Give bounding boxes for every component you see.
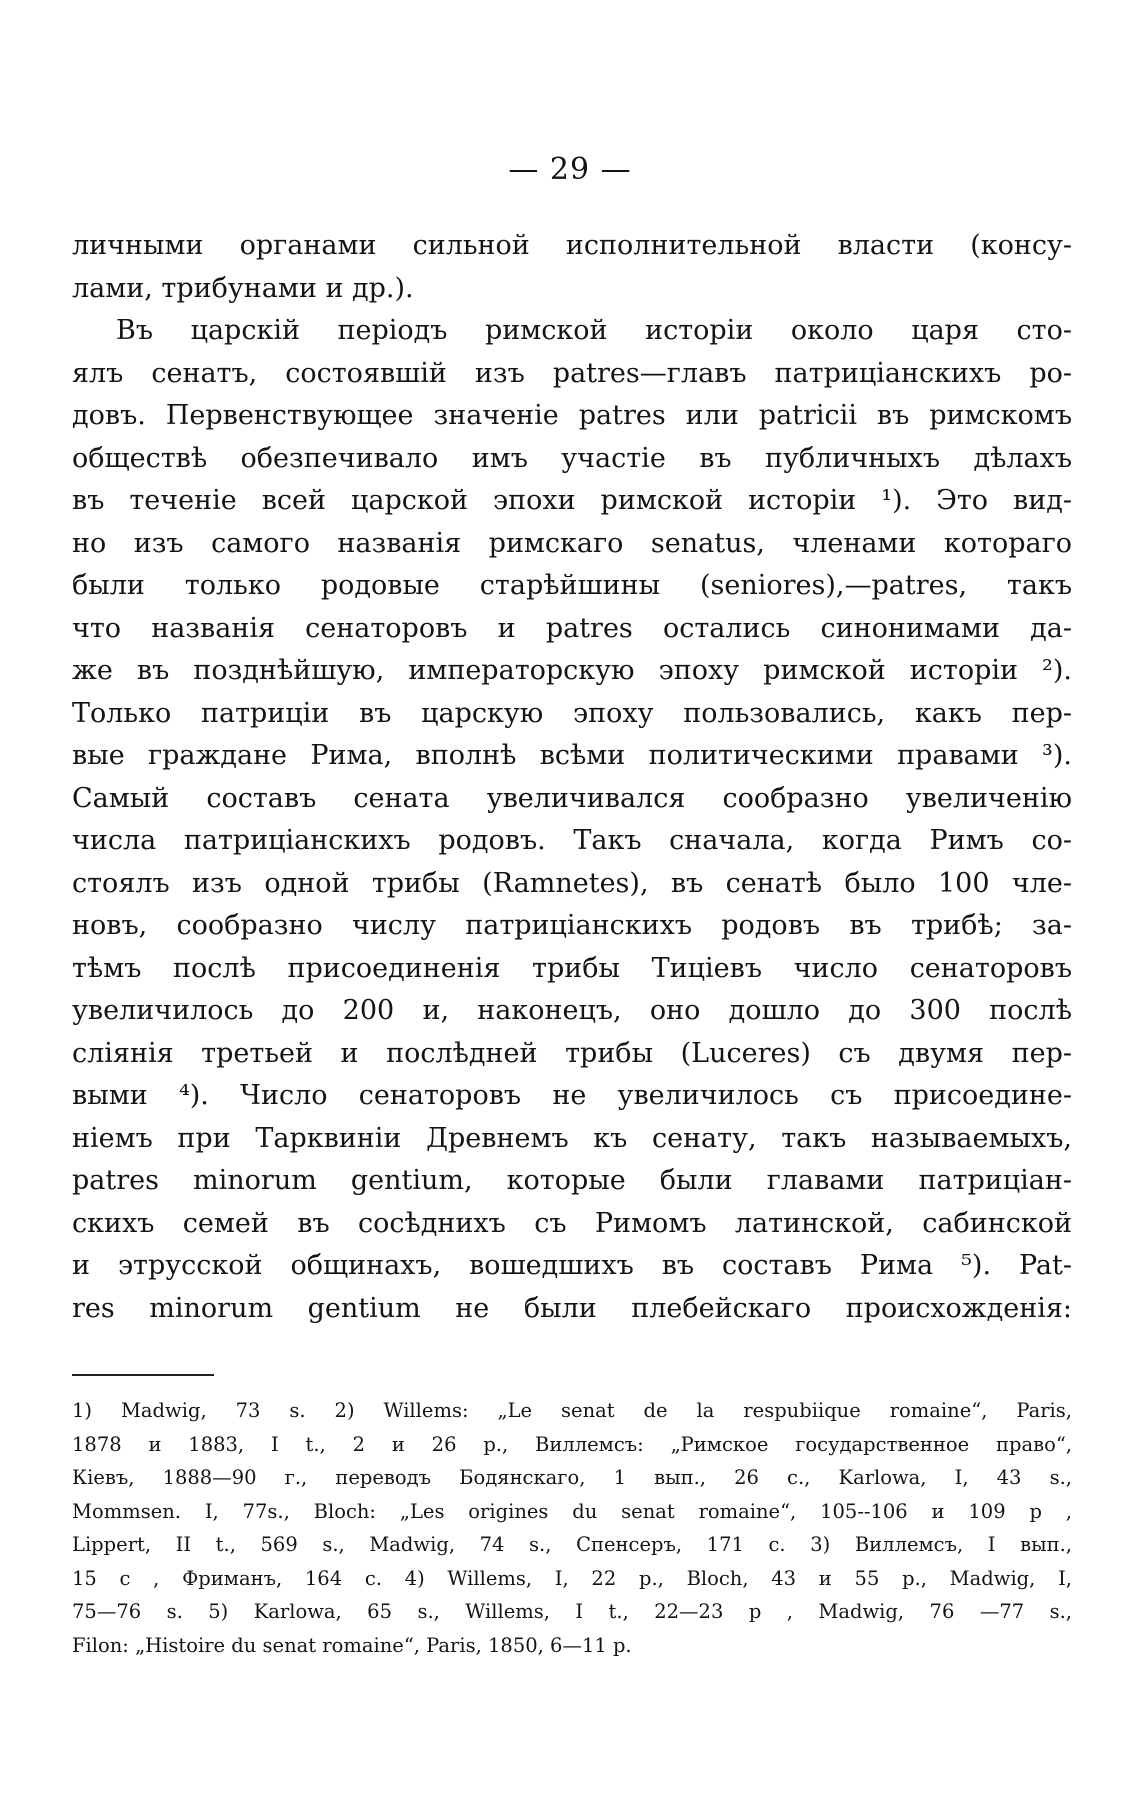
page-number: — 29 — — [508, 152, 632, 187]
text-line: Только патриціи въ царскую эпоху пользовались, какъ пер- — [72, 697, 1072, 729]
footnote-line: 75—76 s. 5) Karlowa, 65 s., Willems, I t., 22—23 p , Madwig, 76 —77 s., — [72, 1600, 1072, 1623]
text-line: личными органами сильной исполнительной власти (консу- — [72, 230, 1072, 261]
text-line: въ теченіе всей царской эпохи римской исторіи ¹). Это вид- — [72, 485, 1072, 516]
footnote-line: Кіевъ, 1888—90 г., переводъ Бодянскаго, 1 вып., 26 с., Karlowa, I, 43 s., — [72, 1466, 1072, 1489]
text-line: обществѣ обезпечивало имъ участіе въ публичныхъ дѣлахъ — [72, 442, 1072, 474]
text-line: же въ позднѣйшую, императорскую эпоху римской исторіи ²). — [72, 655, 1072, 686]
footnote-line: 15 с , Фриманъ, 164 с. 4) Willems, I, 22 p., Bloch, 43 и 55 p., Madwig, I, — [72, 1566, 1072, 1590]
text-line: довъ. Первенствующее значеніе patres или patricii въ римскомъ — [72, 400, 1072, 431]
text-line: но изъ самого названія римскаго senatus, членами котораго — [72, 527, 1072, 559]
text-line: res minorum gentium не были плебейскаго происхожденія: — [72, 1292, 1072, 1324]
footnote-line: 1878 и 1883, I t., 2 и 26 p., Виллемсъ: „Римское государственное право“, — [72, 1432, 1072, 1456]
text-line: тѣмъ послѣ присоединенія трибы Тиціевъ число сенаторовъ — [72, 952, 1072, 984]
footnote-line: Filon: „Histoire du senat romaine“, Paris, 1850, 6—11 p. — [72, 1633, 632, 1657]
text-line: новъ, сообразно числу патриціанскихъ родовъ въ трибѣ; за- — [72, 910, 1072, 941]
text-line: выми ⁴). Число сенаторовъ не увеличилось съ присоедине- — [72, 1080, 1072, 1111]
footnote-divider — [72, 1374, 214, 1376]
text-line: лами, трибунами и др.). — [72, 272, 414, 304]
text-line: ніемъ при Тарквиніи Древнемъ къ сенату, такъ называемыхъ, — [72, 1122, 1072, 1154]
text-line: ялъ сенатъ, состоявшій изъ patres—главъ патриціанскихъ ро- — [72, 357, 1072, 389]
text-line: что названія сенаторовъ и patres остались синонимами да- — [72, 612, 1072, 644]
text-line: Въ царскій періодъ римской исторіи около царя сто- — [116, 315, 1072, 346]
text-line: были только родовые старѣйшины (seniores),—patres, такъ — [72, 570, 1072, 601]
footnote-line: 1) Madwig, 73 s. 2) Willems: „Le senat de la respubiique romaine“, Paris, — [72, 1399, 1072, 1422]
text-line: и этрусской общинахъ, вошедшихъ въ составъ Рима ⁵). Pat- — [72, 1250, 1072, 1281]
text-line: Самый составъ сената увеличивался сообразно увеличенію — [72, 782, 1072, 814]
footnotes — [72, 1394, 1072, 1662]
footnote-line: Mommsen. I, 77s., Bloch: „Les origines du senat romaine“, 105--106 и 109 p , — [72, 1499, 1072, 1523]
text-line: увеличилось до 200 и, наконецъ, оно дошло до 300 послѣ — [72, 995, 1072, 1026]
text-line: patres minorum gentium, которые были главами патриціан- — [72, 1165, 1072, 1196]
text-line: вые граждане Рима, вполнѣ всѣми политическими правами ³). — [72, 740, 1072, 771]
text-line: числа патриціанскихъ родовъ. Такъ сначала, когда Римъ со- — [72, 825, 1072, 856]
text-line: скихъ семей въ сосѣднихъ съ Римомъ латинской, сабинской — [72, 1207, 1072, 1239]
footnote-line: Lippert, II t., 569 s., Madwig, 74 s., Спенсеръ, 171 с. 3) Виллемсъ, I вып., — [72, 1533, 1072, 1556]
main-text — [72, 225, 1072, 1330]
text-line: сліянія третьей и послѣдней трибы (Luceres) съ двумя пер- — [72, 1037, 1072, 1069]
text-line: стоялъ изъ одной трибы (Ramnetes), въ сенатѣ было 100 чле- — [72, 867, 1072, 899]
